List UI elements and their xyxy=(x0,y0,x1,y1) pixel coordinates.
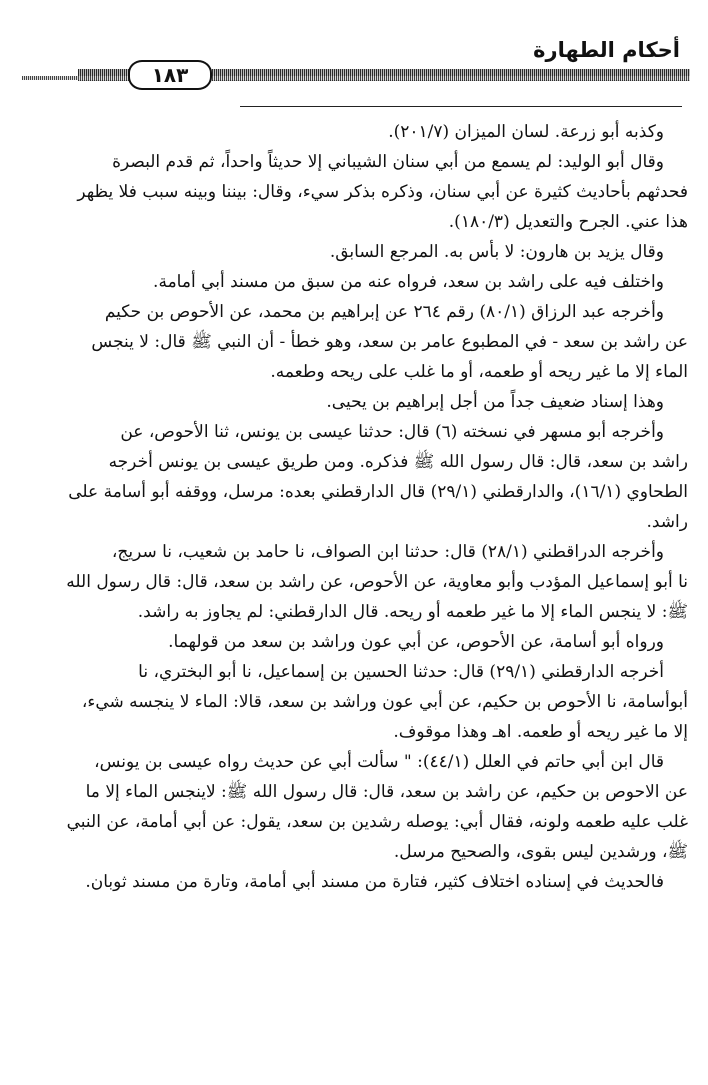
text-line: عن راشد بن سعد - في المطبوع عامر بن سعد، وهو خطأ - أن النبي ﷺ قال: لا ينجس xyxy=(91,332,688,352)
text-line: إلا ما غير ريحه أو طعمه. اهـ وهذا موقوف. xyxy=(393,722,688,742)
text-line: وأخرجه عبد الرزاق (٨٠/١) رقم ٢٦٤ عن إبراهيم بن محمد، عن الأحوص بن حكيم xyxy=(104,302,664,322)
text-line: راشد. xyxy=(646,512,688,532)
text-line: قال ابن أبي حاتم في العلل (٤٤/١): " سألت أبي عن حديث رواه عيسى بن يونس، xyxy=(94,752,664,772)
text-line: ﷺ، ورشدين ليس بقوى، والصحيح مرسل. xyxy=(393,842,688,862)
text-line: وقال أبو الوليد: لم يسمع من أبي سنان الشيباني إلا حديثاً واحداً، ثم قدم البصرة xyxy=(112,152,664,172)
footnote-text xyxy=(24,117,688,897)
running-header-title: أحكام الطهارة xyxy=(533,38,680,62)
header-ornament-line xyxy=(22,76,690,80)
text-line: وهذا إسناد ضعيف جداً من أجل إبراهيم بن يحيى. xyxy=(326,392,664,412)
text-line: وأخرجه الدراقطني (٢٨/١) قال: حدثنا ابن الصواف، نا حامد بن شعيب، نا سريج، xyxy=(111,542,664,562)
text-line: فالحديث في إسناده اختلاف كثير، فتارة من مسند أبي أمامة، وتارة من مسند ثوبان. xyxy=(85,872,664,892)
text-line: راشد بن سعد، قال: قال رسول الله ﷺ فذكره. ومن طريق عيسى بن يونس أخرجه xyxy=(108,452,688,472)
text-line: ورواه أبو أسامة، عن الأحوص، عن أبي عون وراشد بن سعد من قولهما. xyxy=(168,632,664,652)
text-line: غلب عليه طعمه ولونه، فقال أبي: يوصله رشدين بن سعد، يقول: عن أبي أمامة، عن النبي xyxy=(66,812,688,832)
text-line: أخرجه الدارقطني (٢٩/١) قال: حدثنا الحسين بن إسماعيل، نا أبو البختري، نا xyxy=(138,662,664,682)
text-line: واختلف فيه على راشد بن سعد، فرواه عنه من سبق من مسند أبي أمامة. xyxy=(153,272,664,292)
footnote-separator xyxy=(240,106,682,107)
text-line: هذا عني. الجرح والتعديل (١٨٠/٣). xyxy=(448,212,688,232)
text-line: الماء إلا ما غير ريحه أو طعمه، أو ما غلب على ريحه وطعمه. xyxy=(270,362,688,382)
text-line: وأخرجه أبو مسهر في نسخته (٦) قال: حدثنا عيسى بن يونس، ثنا الأحوص، عن xyxy=(120,422,664,442)
text-line: نا أبو إسماعيل المؤدب وأبو معاوية، عن الأحوص، عن راشد بن سعد، قال: قال رسول الله xyxy=(66,572,688,592)
text-line: ﷺ: لا ينجس الماء إلا ما غير طعمه أو ريحه. قال الدارقطني: لم يجاوز به راشد. xyxy=(137,602,688,622)
text-line: عن الاحوص بن حكيم، عن راشد بن سعد، قال: قال رسول الله ﷺ: لاينجس الماء إلا ما xyxy=(85,782,688,802)
text-line: فحدثهم بأحاديث كثيرة عن أبي سنان، وذكره بذكر سيء، وقال: بيننا وبينه سبب فلا يظهر xyxy=(77,182,688,202)
text-line: وكذبه أبو زرعة. لسان الميزان (٢٠١/٧). xyxy=(388,122,664,142)
text-line: وقال يزيد بن هارون: لا بأس به. المرجع السابق. xyxy=(329,242,664,262)
text-line: الطحاوي (١٦/١)، والدارقطني (٢٩/١) قال الدارقطني بعده: مرسل، ووقفه أبو أسامة على xyxy=(68,482,688,502)
text-line: أبوأسامة، نا الأحوص بن حكيم، عن أبي عون وراشد بن سعد، قالا: الماء لا ينجسه شيء، xyxy=(81,692,688,712)
page-number: ١٨٣ xyxy=(128,60,212,90)
